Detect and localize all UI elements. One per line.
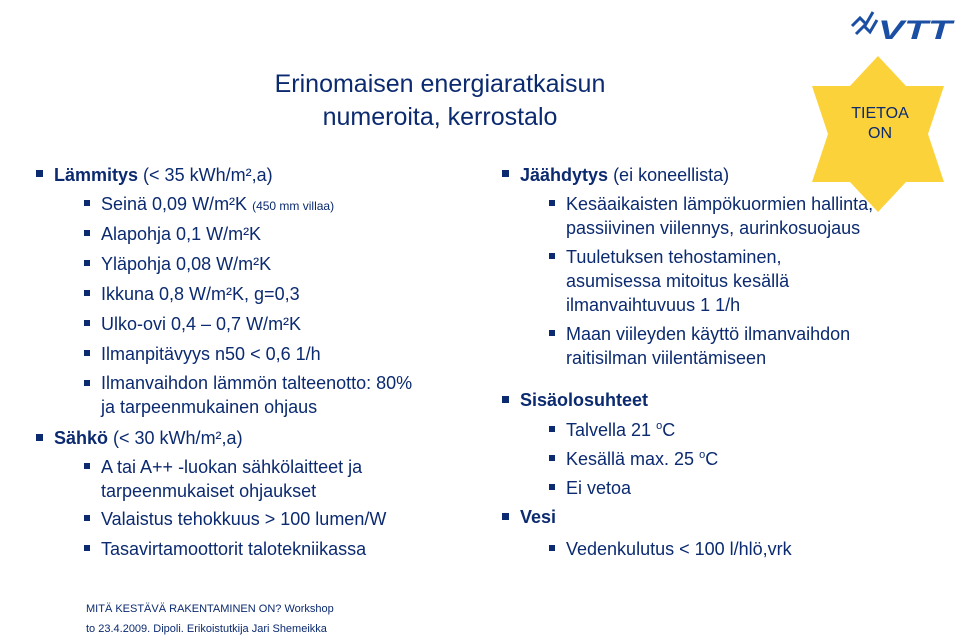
bullet-icon [84, 350, 90, 356]
title-line-2: numeroita, kerrostalo [322, 103, 558, 131]
electricity-item: Valaistus tehokkuus > 100 lumen/W [101, 509, 387, 529]
bullet-icon [549, 200, 555, 206]
electricity-heading: Sähkö (< 30 kWh/m²,a) [54, 428, 243, 448]
bullet-icon [84, 515, 90, 521]
bullet-icon [549, 484, 555, 490]
footer [86, 599, 334, 639]
vtt-logo [846, 4, 956, 44]
electricity-item: Tasavirtamoottorit talotekniikassa [101, 539, 367, 559]
cooling-heading: Jäähdytys (ei koneellista) [520, 165, 730, 185]
cooling-item: Kesäaikaisten lämpökuormien hallinta, [566, 194, 874, 214]
water-item: Vedenkulutus < 100 l/hlö,vrk [566, 539, 792, 559]
bullet-icon [549, 545, 555, 551]
header-date: 19/1/2010 [697, 15, 746, 27]
logo-text: VTT [878, 15, 956, 44]
indoor-heading: Sisäolosuhteet [520, 390, 649, 410]
cooling-item-continued: passiivinen viilennys, aurinkosuojaus [566, 218, 861, 238]
indoor-item-winter: Talvella 21 $^o$C [566, 420, 676, 440]
bullet-icon [84, 320, 90, 326]
logo-swoosh-icon [852, 12, 873, 26]
cooling-item-continued: ilmanvaihtuvuus 1 1/h [566, 295, 741, 315]
bullet-icon [84, 290, 90, 296]
cooling-item-continued: asumisessa mitoitus kesällä [566, 271, 790, 291]
bullet-icon [84, 200, 90, 206]
heating-heading: Lämmitys (< 35 kWh/m²,a) [54, 165, 273, 185]
footer-line-2: to 23.4.2009. Dipoli. Erikoistutkija Jari Shemeikka [86, 623, 327, 635]
slide-title [160, 68, 720, 134]
bullet-icon [36, 434, 43, 441]
indoor-item-draught: Ei vetoa [566, 478, 632, 498]
heating-item: Seinä 0,09 W/m²K (450 mm villaa) [101, 194, 335, 214]
bullet-icon [84, 545, 90, 551]
bullet-icon [502, 170, 509, 177]
bullet-icon [84, 380, 90, 386]
indoor-item-summer: Kesällä max. 25 $^o$C [566, 449, 719, 469]
star-badge-text: TIETOA ON [851, 105, 909, 142]
title-line-1: Erinomaisen energiaratkaisun [274, 70, 606, 98]
heating-item: Ilmanvaihdon lämmön talteenotto: 80% [101, 373, 413, 393]
cooling-item-continued: raitisilman viilentämiseen [566, 348, 767, 368]
bullet-icon [502, 513, 509, 520]
heating-item: Ilmanpitävyys n50 < 0,6 1/h [101, 344, 321, 364]
bullet-icon [84, 463, 90, 469]
electricity-item-continued: tarpeenmukaiset ohjaukset [101, 481, 317, 501]
bullet-icon [549, 253, 555, 259]
heating-item: Ulko-ovi 0,4 – 0,7 W/m²K [101, 314, 302, 334]
heating-item: Alapohja 0,1 W/m²K [101, 224, 262, 244]
bullet-icon [84, 260, 90, 266]
water-heading: Vesi [520, 507, 557, 527]
page-number: 10 [801, 15, 814, 27]
bullet-icon [549, 426, 555, 432]
cooling-item: Maan viileyden käyttö ilmanvaihdon [566, 324, 851, 344]
cooling-item: Tuuletuksen tehostaminen, [566, 247, 782, 267]
electricity-item: A tai A++ -luokan sähkölaitteet ja [101, 457, 363, 477]
bullet-icon [549, 330, 555, 336]
footer-line-1: MITÄ KESTÄVÄ RAKENTAMINEN ON? Workshop [86, 603, 334, 615]
bullet-icon [36, 170, 43, 177]
bullet-icon [84, 230, 90, 236]
bullet-icon [502, 396, 509, 403]
heating-item-continued: ja tarpeenmukainen ohjaus [101, 397, 318, 417]
heating-item: Yläpohja 0,08 W/m²K [101, 254, 272, 274]
bullet-icon [549, 455, 555, 461]
heating-item: Ikkuna 0,8 W/m²K, g=0,3 [101, 284, 300, 304]
